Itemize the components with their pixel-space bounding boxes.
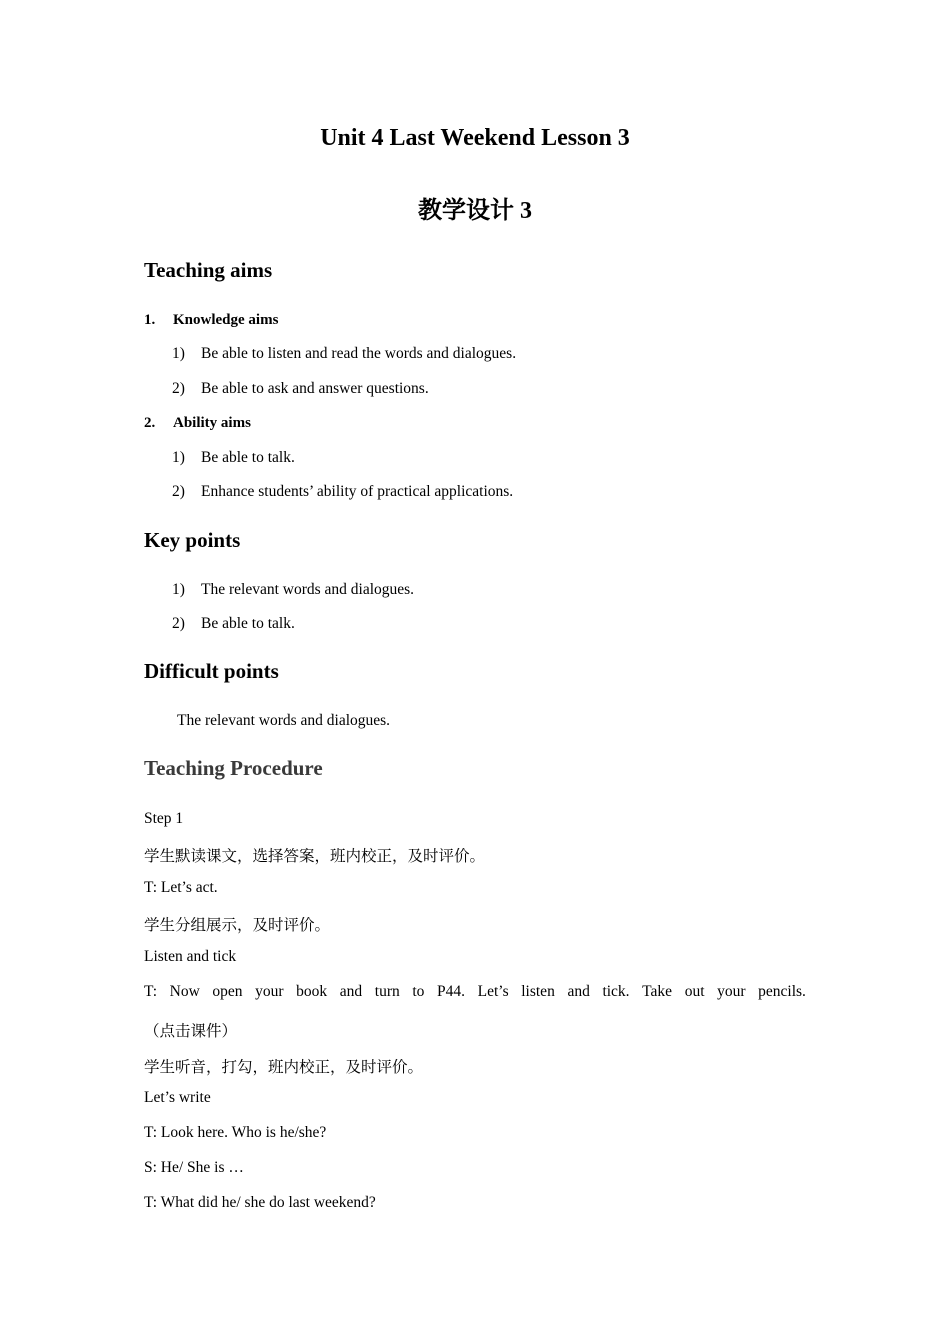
- list-number: 1.: [144, 312, 156, 328]
- heading-difficult-points: Difficult points: [144, 659, 279, 683]
- knowledge-aims-label: Knowledge aims: [173, 312, 279, 328]
- list-item-text: The relevant words and dialogues.: [201, 581, 415, 598]
- list-item: [172, 615, 295, 633]
- knowledge-aims-heading: [144, 312, 278, 329]
- procedure-word: and: [339, 983, 363, 1000]
- procedure-word: Let’s: [477, 983, 509, 1000]
- list-number: 1): [172, 581, 185, 598]
- procedure-line: Listen and tick: [144, 948, 237, 965]
- procedure-word: listen: [521, 983, 555, 1000]
- procedure-word: T:: [144, 983, 158, 1000]
- procedure-line: S: He/ She is …: [144, 1159, 244, 1176]
- ability-aims-heading: [144, 415, 251, 432]
- list-item: [172, 449, 295, 467]
- document-subtitle: 教学设计 3: [418, 198, 532, 224]
- list-item-text: Be able to ask and answer questions.: [201, 380, 429, 397]
- procedure-word: to: [412, 983, 425, 1000]
- list-item: [172, 345, 516, 363]
- procedure-word: tick.: [602, 983, 630, 1000]
- procedure-word: P44.: [437, 983, 466, 1000]
- procedure-word: open: [212, 983, 243, 1000]
- list-item: [172, 483, 513, 501]
- procedure-word: turn: [374, 983, 400, 1000]
- procedure-line: Let’s write: [144, 1089, 211, 1106]
- heading-teaching-aims: Teaching aims: [144, 258, 273, 282]
- list-item-text: Enhance students’ ability of practical applications.: [201, 483, 514, 500]
- list-number: 2): [172, 483, 185, 500]
- list-number: 2): [172, 615, 185, 632]
- ability-aims-label: Ability aims: [173, 415, 251, 431]
- list-number: 1): [172, 345, 185, 362]
- procedure-word: your: [255, 983, 284, 1000]
- procedure-word: Take: [642, 983, 673, 1000]
- procedure-word: out: [684, 983, 705, 1000]
- difficult-points-text: The relevant words and dialogues.: [177, 712, 391, 729]
- procedure-line: T: Look here. Who is he/she?: [144, 1124, 327, 1141]
- list-item: [172, 581, 414, 599]
- document-title: Unit 4 Last Weekend Lesson 3: [320, 125, 630, 151]
- list-item-text: Be able to listen and read the words and dialogues.: [201, 345, 517, 362]
- procedure-line-justified: [144, 983, 806, 1001]
- heading-teaching-procedure: Teaching Procedure: [144, 756, 323, 780]
- list-item-text: Be able to talk.: [201, 449, 295, 466]
- procedure-word: book: [296, 983, 328, 1000]
- procedure-word: your: [717, 983, 746, 1000]
- procedure-line: 学生听音，打勾，班内校正，及时评价。: [144, 1059, 424, 1076]
- procedure-word: and: [567, 983, 590, 1000]
- procedure-line: （点击课件）: [144, 1023, 238, 1040]
- procedure-line: 学生默读课文，选择答案，班内校正，及时评价。: [144, 848, 486, 865]
- procedure-word: pencils.: [758, 983, 806, 1000]
- list-item: [172, 380, 429, 398]
- list-number: 2.: [144, 415, 156, 431]
- procedure-word: Now: [169, 983, 200, 1000]
- procedure-line: Step 1: [144, 810, 184, 827]
- list-number: 1): [172, 449, 185, 466]
- procedure-line: 学生分组展示，及时评价。: [144, 917, 331, 934]
- list-item-text: Be able to talk.: [201, 615, 295, 632]
- procedure-line: T: Let’s act.: [144, 879, 218, 896]
- procedure-line: T: What did he/ she do last weekend?: [144, 1194, 376, 1211]
- list-number: 2): [172, 380, 185, 397]
- heading-key-points: Key points: [144, 528, 241, 552]
